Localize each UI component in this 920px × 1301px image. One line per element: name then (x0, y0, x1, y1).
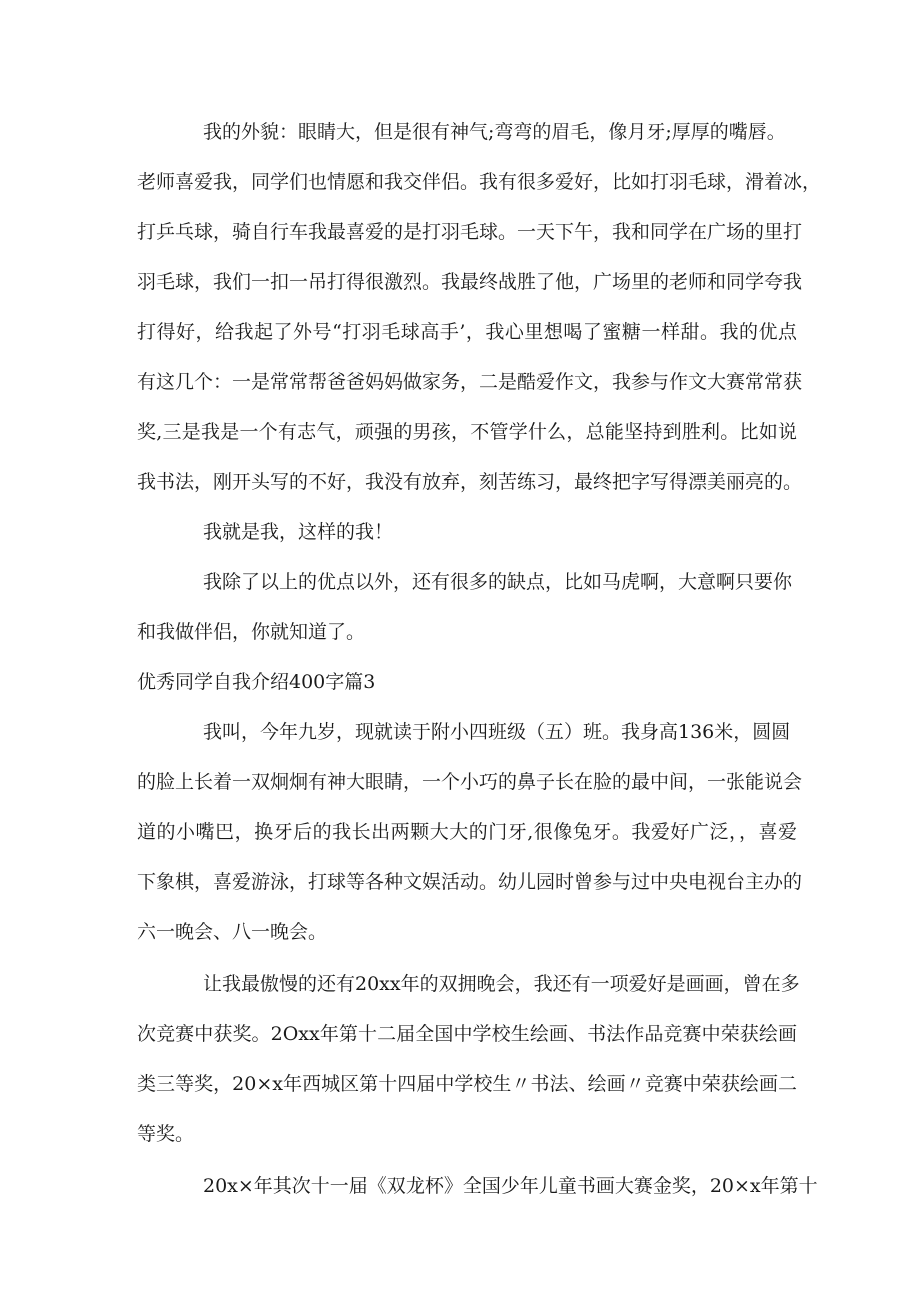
paragraph-line: 奖,三是我是一个有志气，顽强的男孩，不管学什么，总能坚持到胜利。比如说 (137, 421, 797, 443)
paragraph-line: 和我做伴侣，你就知道了。 (137, 621, 366, 643)
paragraph-line: 老师喜爱我，同学们也情愿和我交伴侣。我有很多爱好，比如打羽毛球，滑着冰， (137, 171, 822, 193)
paragraph-line: 打得好，给我起了外号“打羽毛球高手’，我心里想喝了蜜糖一样甜。我的优点 (137, 321, 797, 343)
paragraph-line: 我叫，今年九岁，现就读于附小四班级（五）班。我身高136米，圆圆 (203, 721, 791, 743)
paragraph-line: 等奖。 (137, 1123, 195, 1145)
paragraph-line: 有这几个：一是常常帮爸爸妈妈做家务，二是酷爱作文，我参与作文大赛常常获 (137, 371, 803, 393)
paragraph-line: 我书法，刚开头写的不好，我没有放弃，刻苦练习，最终把字写得漂美丽亮的。 (137, 471, 803, 493)
paragraph-line: 的脸上长着一双炯炯有神大眼睛，一个小巧的鼻子长在脸的最中间，一张能说会 (137, 771, 803, 793)
paragraph-line: 次竞赛中获奖。2Oxx年第十二届全国中学校生绘画、书法作品竞赛中荣获绘画 (137, 1023, 797, 1045)
paragraph-line: 我除了以上的优点以外，还有很多的缺点，比如马虎啊，大意啊只要你 (203, 571, 793, 593)
paragraph-line: 羽毛球，我们一扣一吊打得很激烈。我最终战胜了他，广场里的老师和同学夸我 (137, 271, 803, 293)
paragraph-line: 我就是我，这样的我！ (203, 521, 394, 543)
section-heading: 优秀同学自我介绍400字篇3 (137, 671, 376, 693)
paragraph-line: 道的小嘴巴，换牙后的我长出两颗大大的门牙,很像兔牙。我爱好广泛，，喜爱 (137, 821, 797, 843)
paragraph-line: 下象棋，喜爱游泳，打球等各种文娱活动。幼儿园时曾参与过中央电视台主办的 (137, 871, 803, 893)
paragraph-line: 类三等奖，20×x年西城区第十四届中学校生〃书法、绘画〃竞赛中荣获绘画二 (137, 1073, 797, 1095)
paragraph-line: 20x×年其次十一届《双龙杯》全国少年儿童书画大赛金奖，20×x年第十 (203, 1175, 818, 1197)
paragraph-line: 让我最傲慢的还有20xx年的双拥晚会，我还有一项爱好是画画，曾在多 (203, 973, 800, 995)
paragraph-line: 打乒乓球，骑自行车我最喜爱的是打羽毛球。一天下午，我和同学在广场的里打 (137, 221, 803, 243)
paragraph-line: 我的外貌：眼睛大，但是很有神气;弯弯的眉毛，像月牙;厚厚的嘴唇。 (203, 121, 786, 143)
paragraph-line: 六一晚会、八一晚会。 (137, 921, 328, 943)
